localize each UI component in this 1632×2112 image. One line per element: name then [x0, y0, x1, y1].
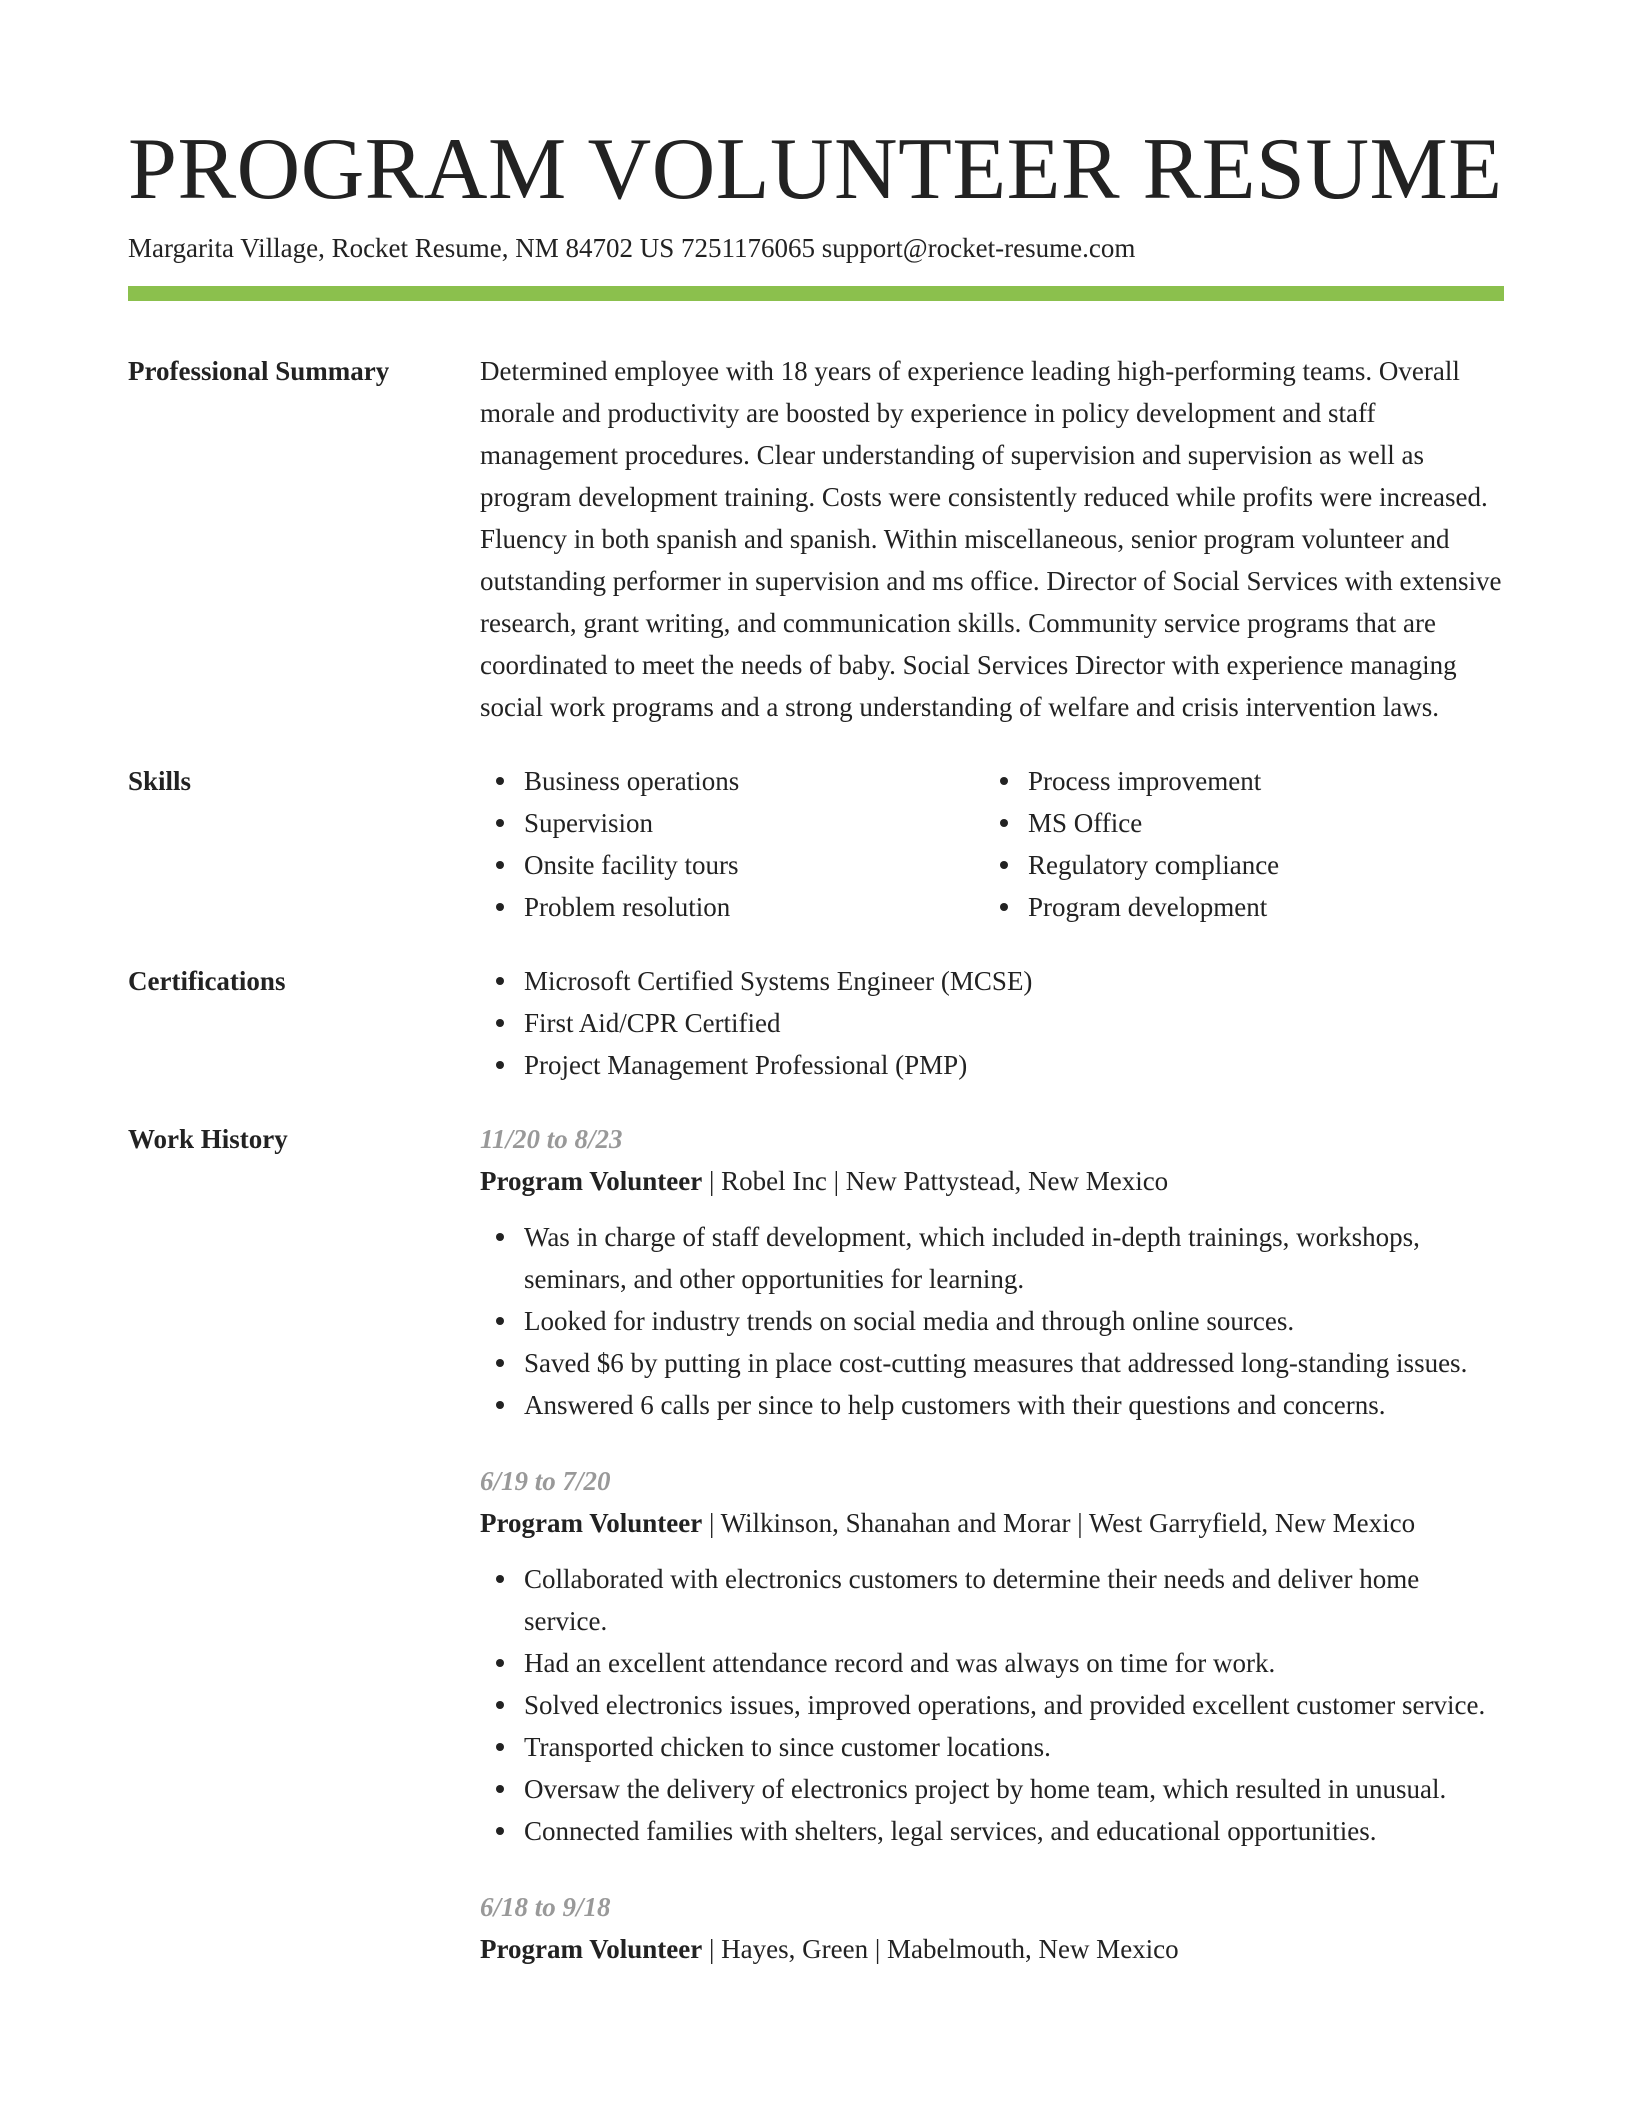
certifications-section — [128, 960, 1504, 1086]
skills-grid — [480, 760, 1504, 928]
resume-title: PROGRAM VOLUNTEER RESUME — [128, 121, 1503, 218]
certifications-list — [480, 960, 1504, 1086]
skill-item: Business operations — [524, 760, 984, 802]
skills-column-right — [984, 760, 1488, 928]
section-body — [480, 1118, 1504, 2004]
job-bullets — [480, 1216, 1504, 1426]
skills-list — [480, 760, 984, 928]
job-title: Program Volunteer — [480, 1166, 703, 1196]
section-label: Certifications — [128, 966, 286, 996]
section-body — [480, 350, 1504, 728]
job-title: Program Volunteer — [480, 1508, 703, 1538]
certification-item: Project Management Professional (PMP) — [524, 1044, 1504, 1086]
section-label: Professional Summary — [128, 356, 390, 386]
section-body — [480, 960, 1504, 1086]
skill-item: Process improvement — [1028, 760, 1488, 802]
job-title: Program Volunteer — [480, 1934, 703, 1964]
job-dates: 6/18 to 9/18 — [480, 1892, 611, 1922]
work-history-section — [128, 1118, 1504, 2004]
job-heading — [480, 1502, 1504, 1544]
job-dates: 11/20 to 8/23 — [480, 1124, 623, 1154]
section-label: Skills — [128, 766, 192, 796]
job-bullet: Was in charge of staff development, which included in-depth trainings, workshops, seminars, and other opportunities for learning. — [524, 1216, 1504, 1300]
job-bullet: Transported chicken to since customer locations. — [524, 1726, 1504, 1768]
job-heading — [480, 1928, 1504, 1970]
job-bullet: Collaborated with electronics customers to determine their needs and deliver home service. — [524, 1558, 1504, 1642]
job-entry — [480, 1118, 1504, 1426]
skills-list — [984, 760, 1488, 928]
skills-column-left — [480, 760, 984, 928]
contact-line: Margarita Village, Rocket Resume, NM 84702 US 7251176065 support@rocket-resume.com — [128, 233, 1136, 263]
skill-item: Onsite facility tours — [524, 844, 984, 886]
job-bullet: Answered 6 calls per since to help customers with their questions and concerns. — [524, 1384, 1504, 1426]
job-employer-location: | Hayes, Green | Mabelmouth, New Mexico — [702, 1934, 1179, 1964]
professional-summary-section — [128, 350, 1504, 728]
job-bullet: Connected families with shelters, legal services, and educational opportunities. — [524, 1810, 1504, 1852]
skill-item: Problem resolution — [524, 886, 984, 928]
job-entry — [480, 1886, 1504, 1970]
skill-item: Supervision — [524, 802, 984, 844]
job-employer-location: | Wilkinson, Shanahan and Morar | West Garryfield, New Mexico — [702, 1508, 1416, 1538]
skill-item: Regulatory compliance — [1028, 844, 1488, 886]
skill-item: Program development — [1028, 886, 1488, 928]
job-bullet: Solved electronics issues, improved operations, and provided excellent customer service. — [524, 1684, 1504, 1726]
job-bullet: Looked for industry trends on social media and through online sources. — [524, 1300, 1504, 1342]
job-bullet: Saved $6 by putting in place cost-cutting measures that addressed long-standing issues. — [524, 1342, 1504, 1384]
header-accent-rule — [128, 286, 1504, 301]
job-dates: 6/19 to 7/20 — [480, 1466, 611, 1496]
job-employer-location: | Robel Inc | New Pattystead, New Mexico — [702, 1166, 1169, 1196]
summary-text: Determined employee with 18 years of experience leading high-performing teams. Overall morale and productivity are boosted by experience in policy development and staff management procedures. Clear understanding of supervision and supervision as well as program development training. Costs were consistently reduced while profits were increased. Fluency in both spanish and spanish. Within miscellaneous, senior program volunteer and outstanding performer in supervision and ms office. Director of Social Services with extensive research, grant writing, and communication skills. Community service programs that are coordinated to meet the needs of baby. Social Services Director with experience managing social work programs and a strong understanding of welfare and crisis intervention laws. — [480, 356, 1502, 722]
certification-item: First Aid/CPR Certified — [524, 1002, 1504, 1044]
skills-section — [128, 760, 1504, 928]
job-bullets — [480, 1558, 1504, 1852]
section-label: Work History — [128, 1124, 288, 1154]
resume-sections — [128, 350, 1504, 2036]
job-bullet: Had an excellent attendance record and was always on time for work. — [524, 1642, 1504, 1684]
job-entry — [480, 1460, 1504, 1852]
job-bullet: Oversaw the delivery of electronics project by home team, which resulted in unusual. — [524, 1768, 1504, 1810]
skill-item: MS Office — [1028, 802, 1488, 844]
certification-item: Microsoft Certified Systems Engineer (MCSE) — [524, 960, 1504, 1002]
job-heading — [480, 1160, 1504, 1202]
